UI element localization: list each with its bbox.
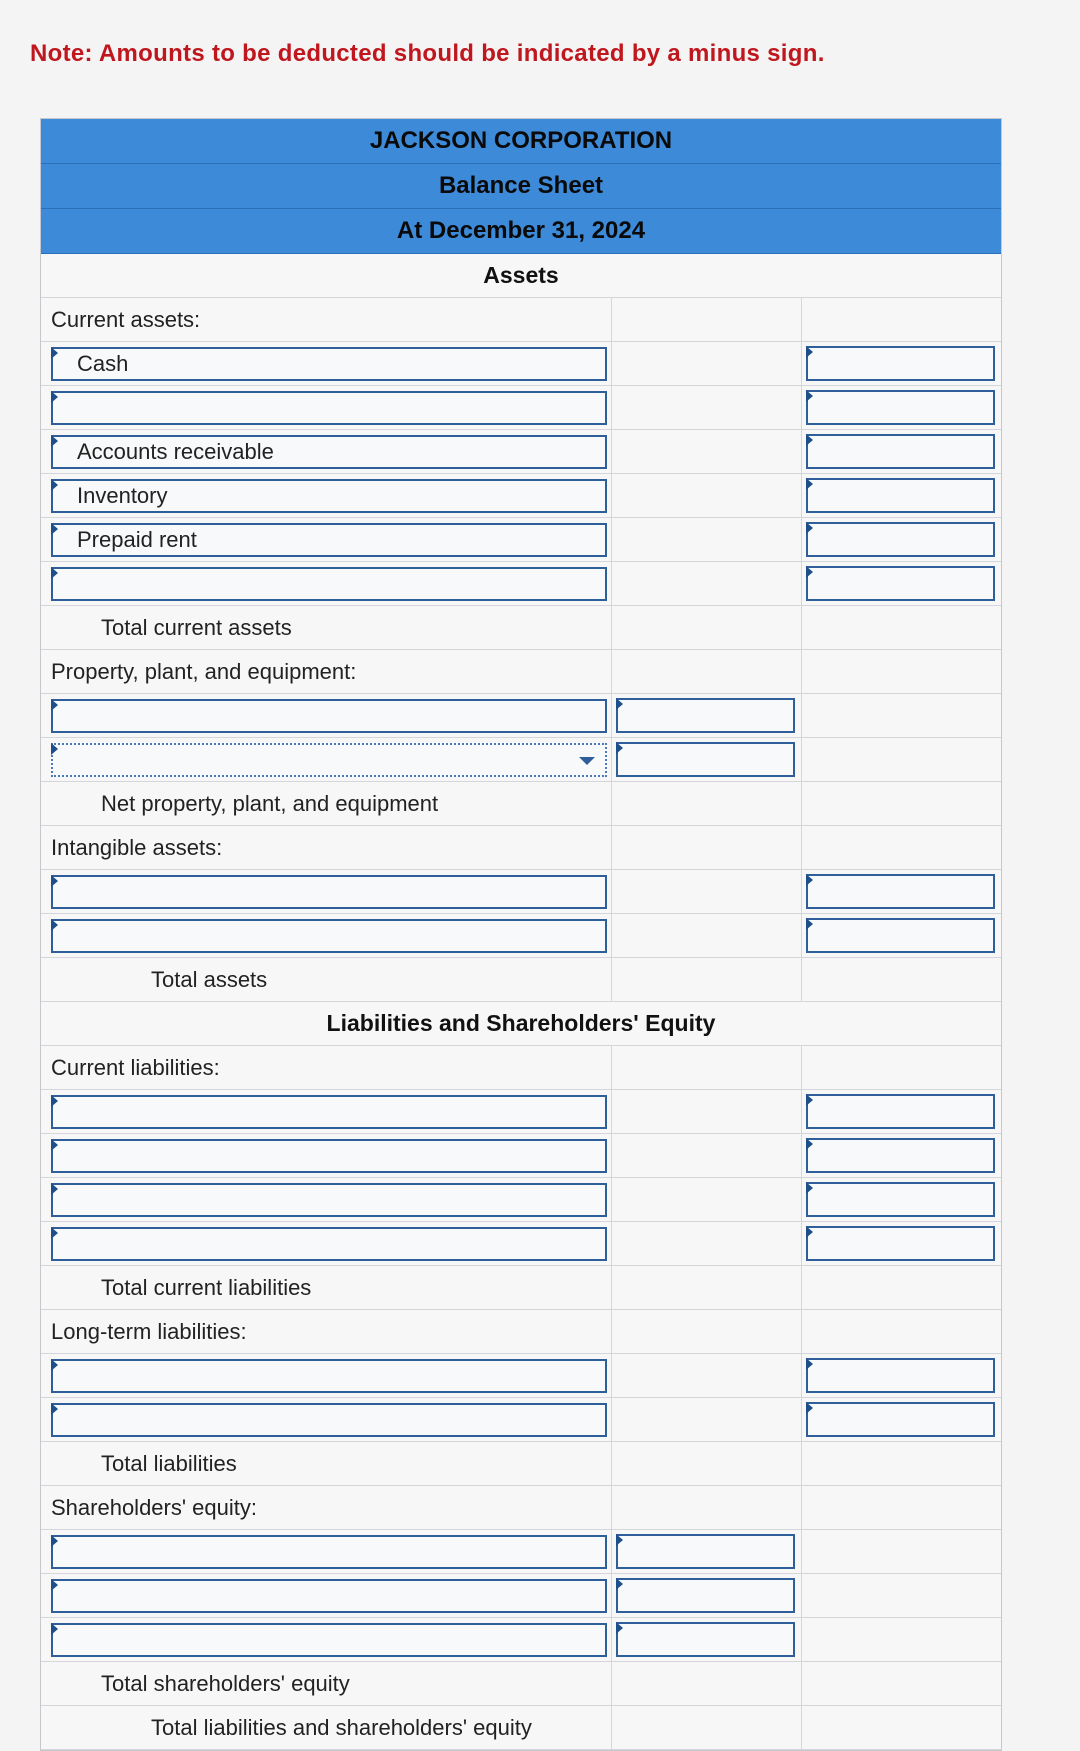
account-select-empty[interactable] bbox=[51, 1403, 607, 1437]
account-select-inventory[interactable]: Inventory bbox=[51, 479, 607, 513]
total-current-assets-row bbox=[41, 606, 1001, 650]
ppe-label: Property, plant, and equipment: bbox=[51, 658, 357, 684]
account-select-empty[interactable] bbox=[51, 1183, 607, 1217]
statement-date: At December 31, 2024 bbox=[41, 209, 1001, 254]
total-liabilities-equity-label: Total liabilities and shareholders' equity bbox=[151, 1714, 532, 1740]
amount-input[interactable] bbox=[806, 522, 995, 557]
amount-input[interactable] bbox=[806, 1358, 995, 1393]
equity-row bbox=[41, 1618, 1001, 1662]
ppe-header-row bbox=[41, 650, 1001, 694]
account-select-cash[interactable]: Cash bbox=[51, 347, 607, 381]
chevron-down-icon bbox=[579, 757, 595, 765]
shareholders-equity-label: Shareholders' equity: bbox=[51, 1494, 257, 1520]
account-select-empty[interactable] bbox=[51, 567, 607, 601]
account-select-empty[interactable] bbox=[51, 875, 607, 909]
net-ppe-row bbox=[41, 782, 1001, 826]
amount-input[interactable] bbox=[616, 1534, 795, 1569]
total-current-assets-label: Total current assets bbox=[101, 614, 292, 640]
total-liabilities-row bbox=[41, 1442, 1001, 1486]
intangible-row bbox=[41, 914, 1001, 958]
total-assets-row bbox=[41, 958, 1001, 1002]
current-asset-row bbox=[41, 342, 1001, 386]
intangible-header-row bbox=[41, 826, 1001, 870]
current-asset-row bbox=[41, 518, 1001, 562]
current-asset-row bbox=[41, 430, 1001, 474]
account-select-prepaid[interactable]: Prepaid rent bbox=[51, 523, 607, 557]
account-select-empty[interactable] bbox=[51, 1139, 607, 1173]
total-current-liabilities-label: Total current liabilities bbox=[101, 1274, 312, 1300]
amount-input[interactable] bbox=[806, 1226, 995, 1261]
intangible-label: Intangible assets: bbox=[51, 834, 223, 860]
long-term-liabilities-label: Long-term liabilities: bbox=[51, 1318, 247, 1344]
amount-input[interactable] bbox=[806, 478, 995, 513]
current-liability-row bbox=[41, 1134, 1001, 1178]
total-current-liabilities-row bbox=[41, 1266, 1001, 1310]
account-select-ar[interactable]: Accounts receivable bbox=[51, 435, 607, 469]
equity-header-row bbox=[41, 1486, 1001, 1530]
account-select-empty[interactable] bbox=[51, 1095, 607, 1129]
amount-input[interactable] bbox=[806, 346, 995, 381]
amount-input[interactable] bbox=[806, 1094, 995, 1129]
account-select-empty[interactable] bbox=[51, 1579, 607, 1613]
account-select-empty[interactable] bbox=[51, 1359, 607, 1393]
account-select-empty[interactable] bbox=[51, 1227, 607, 1261]
company-name: JACKSON CORPORATION bbox=[41, 119, 1001, 164]
amount-input[interactable] bbox=[616, 698, 795, 733]
amount-input[interactable] bbox=[806, 434, 995, 469]
assets-heading: Assets bbox=[41, 254, 1001, 298]
account-select-empty[interactable] bbox=[51, 1623, 607, 1657]
current-asset-row bbox=[41, 474, 1001, 518]
long-term-header-row bbox=[41, 1310, 1001, 1354]
current-liability-row bbox=[41, 1090, 1001, 1134]
account-select-empty[interactable] bbox=[51, 1535, 607, 1569]
account-select-empty[interactable] bbox=[51, 919, 607, 953]
total-assets-label: Total assets bbox=[151, 966, 268, 992]
current-assets-header-row bbox=[41, 298, 1001, 342]
long-term-row bbox=[41, 1354, 1001, 1398]
net-ppe-label: Net property, plant, and equipment bbox=[101, 790, 439, 816]
total-equity-row bbox=[41, 1662, 1001, 1706]
amount-input[interactable] bbox=[806, 390, 995, 425]
amount-input[interactable] bbox=[616, 742, 795, 777]
statement-title: Balance Sheet bbox=[41, 164, 1001, 209]
intangible-row bbox=[41, 870, 1001, 914]
equity-row bbox=[41, 1530, 1001, 1574]
amount-input[interactable] bbox=[806, 918, 995, 953]
current-asset-row bbox=[41, 562, 1001, 606]
current-liabilities-label: Current liabilities: bbox=[51, 1054, 220, 1080]
amount-input[interactable] bbox=[806, 1138, 995, 1173]
ppe-row bbox=[41, 738, 1001, 782]
account-select-empty[interactable] bbox=[51, 391, 607, 425]
liabilities-equity-heading: Liabilities and Shareholders' Equity bbox=[41, 1002, 1001, 1046]
current-liabilities-header-row bbox=[41, 1046, 1001, 1090]
account-dropdown[interactable] bbox=[51, 743, 607, 777]
long-term-row bbox=[41, 1398, 1001, 1442]
equity-row bbox=[41, 1574, 1001, 1618]
amount-input[interactable] bbox=[616, 1622, 795, 1657]
current-assets-label: Current assets: bbox=[51, 306, 201, 332]
deduction-note: Note: Amounts to be deducted should be indicated by a minus sign. bbox=[30, 40, 825, 67]
amount-input[interactable] bbox=[806, 566, 995, 601]
current-asset-row bbox=[41, 386, 1001, 430]
amount-input[interactable] bbox=[806, 874, 995, 909]
total-liabilities-equity-row bbox=[41, 1706, 1001, 1750]
amount-input[interactable] bbox=[806, 1182, 995, 1217]
amount-input[interactable] bbox=[806, 1402, 995, 1437]
total-equity-label: Total shareholders' equity bbox=[101, 1670, 350, 1696]
total-liabilities-label: Total liabilities bbox=[101, 1450, 237, 1476]
balance-sheet-form bbox=[40, 118, 1002, 1751]
account-select-empty[interactable] bbox=[51, 699, 607, 733]
current-liability-row bbox=[41, 1178, 1001, 1222]
current-liability-row bbox=[41, 1222, 1001, 1266]
ppe-row bbox=[41, 694, 1001, 738]
amount-input[interactable] bbox=[616, 1578, 795, 1613]
